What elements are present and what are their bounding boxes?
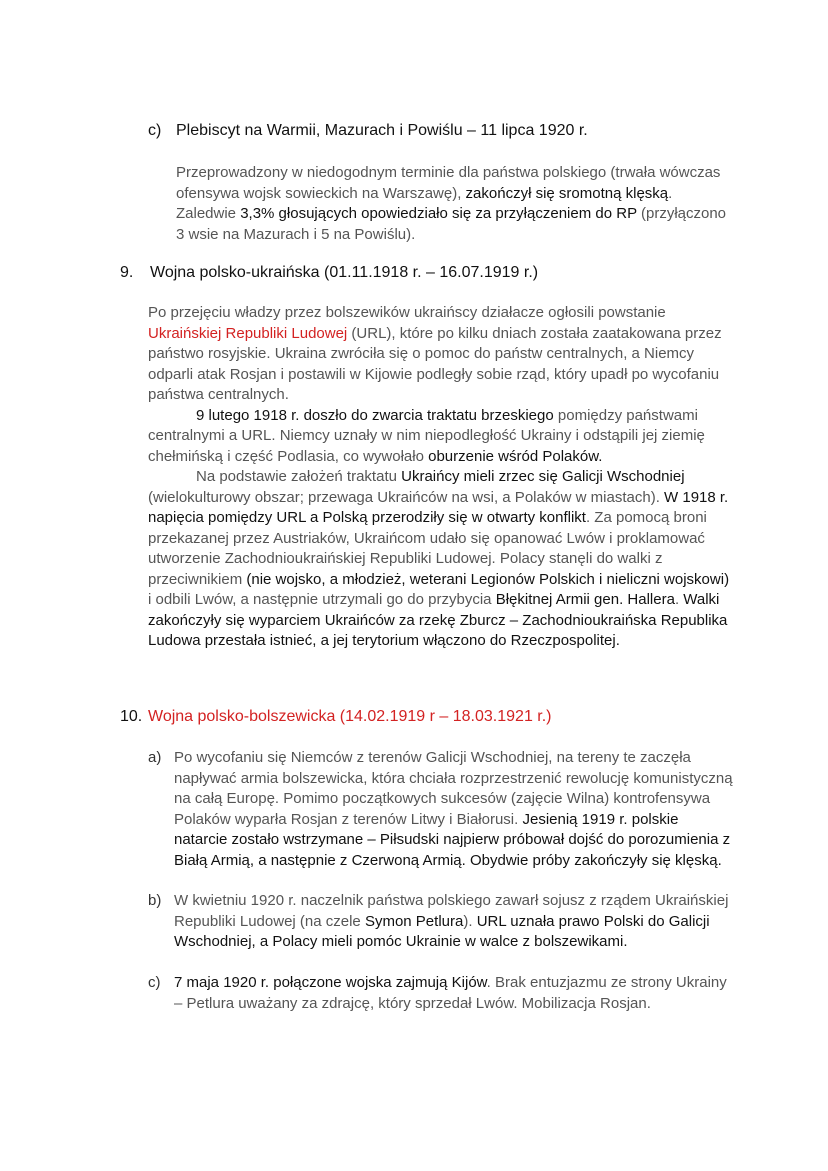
heading-wojna-polsko-bolszewicka: Wojna polsko-bolszewicka (14.02.1919 r – 18.03.1921 r.) <box>148 708 552 725</box>
heading-wojna-polsko-ukrainska: Wojna polsko-ukraińska (01.11.1918 r. – 16.07.1919 r.) <box>150 264 539 281</box>
section-number-10: 10. <box>120 708 143 725</box>
paragraph-plebiscyt: Przeprowadzony w niedogodnym terminie dla państwa polskiego (trwała wówczas ofensywa wojsk sowieckich na Warszawę), zakończył się sromotną klęską. Zaledwie 3,3% głosujących opowiedziało się za przyłączeniem do RP (przyłączono 3 wsie na Mazurach i 5 na Powiślu). <box>176 164 727 243</box>
section-9-body <box>148 303 730 652</box>
list-marker-b: b) <box>148 892 162 909</box>
paragraph-traktat: 9 lutego 1918 r. doszło do zwarcia traktatu brzeskiego pomiędzy państwami centralnymi a URL. Niemcy uznały w nim niepodległość Ukrainy i odstąpili jej ziemię chełmińską i część Podlasia, co wywołało oburzenie wśród Polaków. <box>148 406 705 465</box>
section-number-9: 9. <box>120 264 134 281</box>
paragraph-galicja: Na podstawie założeń traktatu Ukraińcy mieli zrzec się Galicji Wschodniej (wielokulturowy obszar; przewaga Ukraińców na wsi, a Polaków w miastach). W 1918 r. napięcia pomiędzy URL a Polską przerodziły się w otwarty konflikt. Za pomocą broni przekazanej przez Austriaków, Ukraińcom udało się opanować Lwów i proklamować utworzenie Zachodnioukraińskiej Republiki Ludowej. Polacy stanęli do walki z przeciwnikiem (nie wojsko, a młodzież, weterani Legionów Polskich i nieliczni wojskowi) i odbili Lwów, a następnie utrzymali go do przybycia Błękitnej Armii gen. Hallera. Walki zakończyły się wyparciem Ukraińców za rzekę Zburcz – Zachodnioukraińska Republika Ludowa przestała istnieć, a jej terytorium włączono do Rzeczpospolitej. <box>148 468 730 649</box>
list-marker-a: a) <box>148 749 162 766</box>
heading-plebiscyt: Plebiscyt na Warmii, Mazurach i Powiślu – 11 lipca 1920 r. <box>176 122 588 139</box>
list-item-b: W kwietniu 1920 r. naczelnik państwa polskiego zawarł sojusz z rządem Ukraińskiej Republiki Ludowej (na czele Symon Petlura). URL uznała prawo Polski do Galicji Wschodniej, a Polacy mieli pomóc Ukrainie w walce z bolszewikami. <box>174 892 729 950</box>
paragraph-url: Po przejęciu władzy przez bolszewików ukraińscy działacze ogłosili powstanie Ukraińskiej Republiki Ludowej (URL), które po kilku dniach została zaatakowana przez państwo rosyjskie. Ukraina zwróciła się o pomoc do państw centralnych, a Niemcy odparli atak Rosjan i postawili w Kijowie podległy sobie rząd, który upadł po wycofaniu państwa centralnych. <box>148 304 722 403</box>
list-marker-c: c) <box>148 122 162 139</box>
list-item-c: 7 maja 1920 r. połączone wojska zajmują Kijów. Brak entuzjazmu ze strony Ukrainy – Petlura uważany za zdrajcę, który sprzedał Lwów. Mobilizacja Rosjan. <box>174 974 727 1012</box>
list-item-a: Po wycofaniu się Niemców z terenów Galicji Wschodniej, na tereny te zaczęła napływać armia bolszewicka, która chciała rozprzestrzenić rewolucję komunistyczną na całą Europę. Pomimo początkowych sukcesów (zajęcie Wilna) kontrofensywa Polaków wyparła Rosjan z terenów Litwy i Białorusi. Jesienią 1919 r. polskie natarcie zostało wstrzymane – Piłsudski najpierw próbował dojść do porozumienia z Białą Armią, a następnie z Czerwoną Armią. Obydwie próby zakończyły się klęską. <box>174 749 733 869</box>
list-marker-c2: c) <box>148 974 161 991</box>
